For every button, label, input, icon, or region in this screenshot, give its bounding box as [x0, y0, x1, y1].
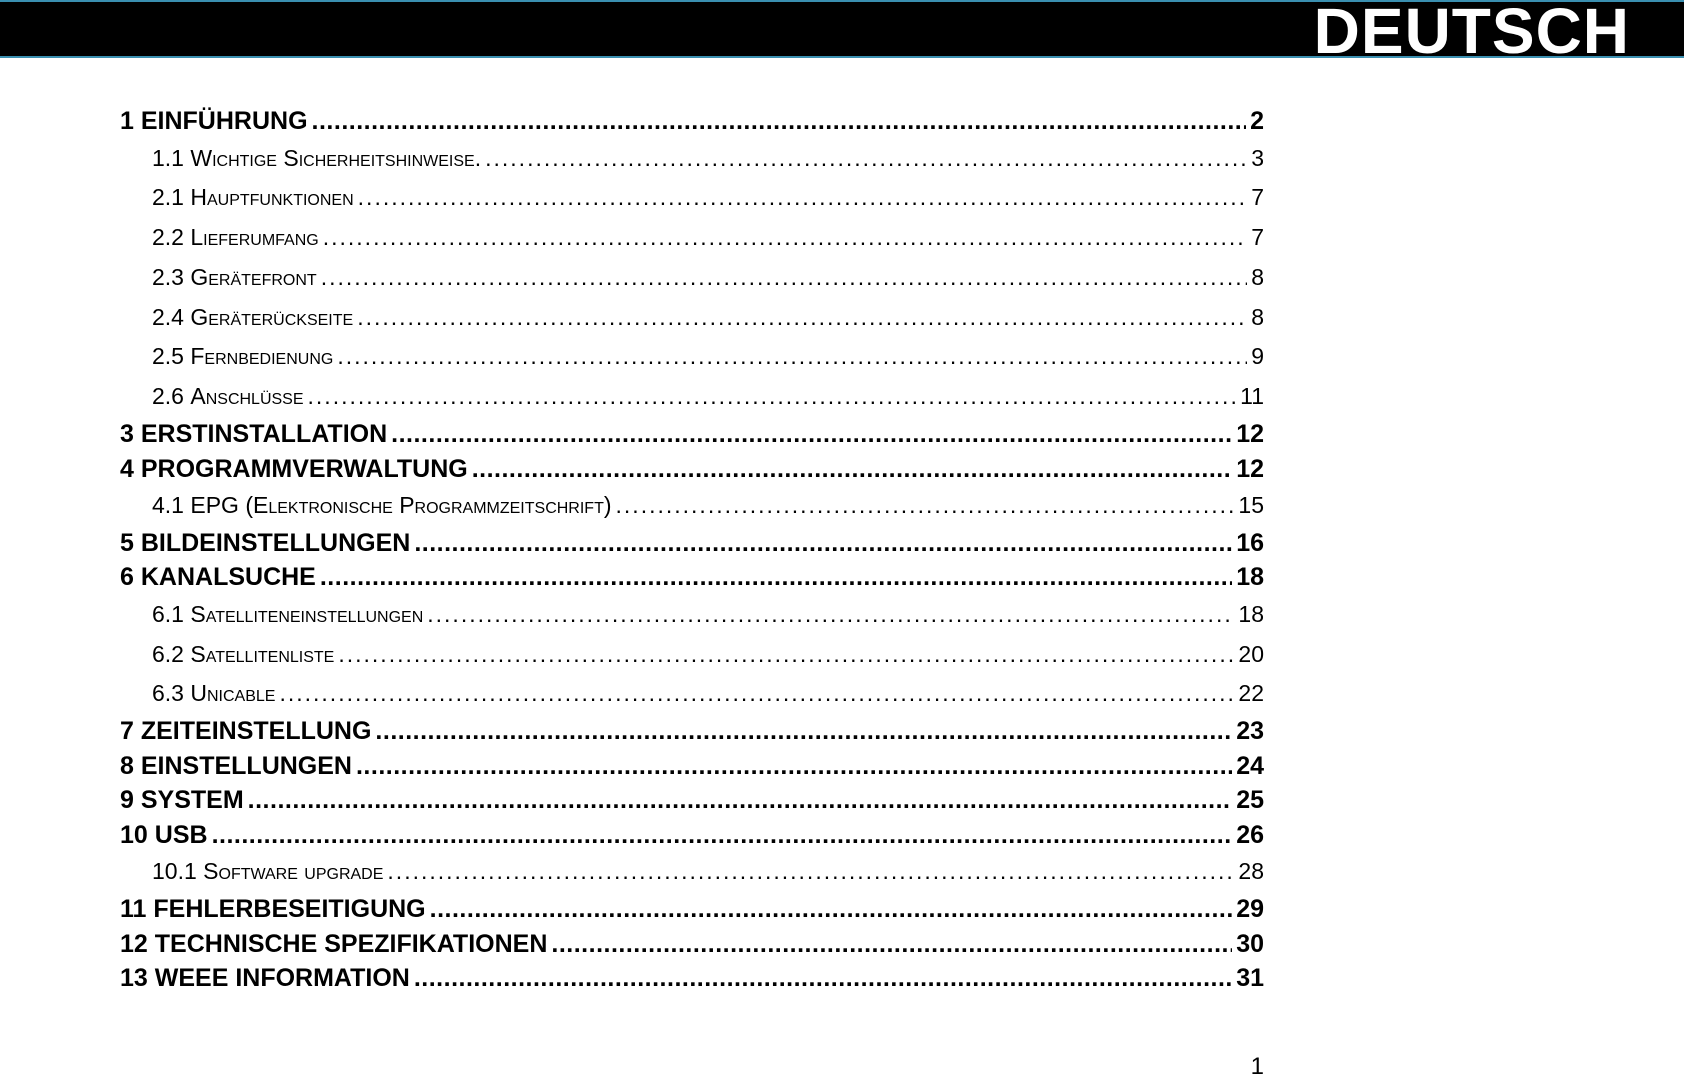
toc-entry[interactable] [120, 218, 1264, 258]
toc-entry-page: 29 [1236, 895, 1264, 924]
toc-entry-title: ERSTINSTALLATION [140, 420, 388, 449]
toc-entry[interactable] [120, 178, 1264, 218]
toc-entry-title: Lieferumfang [190, 224, 319, 251]
toc-entry-number: 4 [120, 454, 134, 483]
toc-entry-number: 7 [120, 717, 134, 746]
toc-entry-label [152, 337, 333, 377]
toc-dot-leader [427, 595, 1234, 635]
toc-entry[interactable] [120, 595, 1264, 635]
toc-entry-label [152, 298, 353, 338]
toc-entry-page: 18 [1236, 563, 1264, 592]
toc-entry-page: 12 [1236, 454, 1264, 483]
toc-entry-number: 6.2 [152, 640, 184, 667]
toc-entry-number: 13 [120, 964, 148, 993]
toc-entry-label [120, 961, 410, 996]
toc-entry-title: EPG (Elektronische Programmzeitschrift) [190, 492, 612, 519]
toc-dot-leader [414, 961, 1232, 996]
toc-entry[interactable] [120, 560, 1264, 595]
toc-entry-label [120, 417, 387, 452]
toc-dot-leader [375, 714, 1232, 749]
toc-entry-label [120, 892, 426, 927]
toc-entry-label [120, 526, 410, 561]
toc-dot-leader [320, 560, 1232, 595]
toc-entry-label [120, 927, 547, 962]
toc-dot-leader [356, 749, 1232, 784]
toc-entry-page: 18 [1238, 600, 1264, 627]
toc-entry-number: 6.1 [152, 600, 184, 627]
toc-entry[interactable] [120, 783, 1264, 818]
toc-dot-leader [338, 635, 1234, 675]
toc-entry-number: 2.3 [152, 263, 184, 290]
toc-entry[interactable] [120, 818, 1264, 853]
toc-entry-title: Software upgrade [203, 858, 384, 885]
toc-dot-leader [358, 178, 1248, 218]
toc-entry[interactable] [120, 104, 1264, 139]
toc-dot-leader [616, 486, 1235, 526]
toc-dot-leader [212, 818, 1233, 853]
toc-entry-page: 25 [1236, 786, 1264, 815]
toc-entry-label [120, 560, 316, 595]
toc-dot-leader [279, 674, 1234, 714]
toc-entry[interactable] [120, 714, 1264, 749]
toc-entry-page: 30 [1236, 929, 1264, 958]
toc-entry-title: KANALSUCHE [140, 563, 316, 592]
toc-entry-title: Hauptfunktionen [190, 184, 354, 211]
toc-entry[interactable] [120, 258, 1264, 298]
toc-entry-page: 8 [1251, 263, 1264, 290]
toc-entry-page: 12 [1236, 420, 1264, 449]
toc-entry-page: 11 [1240, 383, 1264, 410]
toc-entry-number: 6 [120, 563, 134, 592]
toc-entry[interactable] [120, 452, 1264, 487]
toc-entry-label [152, 139, 481, 179]
toc-entry-page: 7 [1251, 184, 1264, 211]
toc-entry-title: EINSTELLUNGEN [140, 751, 352, 780]
toc-entry[interactable] [120, 749, 1264, 784]
toc-entry-number: 2.1 [152, 184, 184, 211]
toc-entry-number: 10.1 [152, 858, 197, 885]
toc-entry-number: 4.1 [152, 492, 184, 519]
toc-entry-label [120, 818, 208, 853]
toc-entry-label [152, 595, 423, 635]
toc-dot-leader [414, 526, 1232, 561]
toc-entry-label [120, 783, 244, 818]
toc-entry[interactable] [120, 377, 1264, 417]
header-bar [0, 0, 1684, 67]
toc-entry-title: ZEITEINSTELLUNG [140, 717, 372, 746]
toc-entry-number: 2.5 [152, 343, 184, 370]
toc-dot-leader [248, 783, 1233, 818]
toc-dot-leader [485, 139, 1247, 179]
language-title: DEUTSCH [1313, 0, 1630, 67]
toc-entry-number: 5 [120, 528, 134, 557]
toc-entry[interactable] [120, 852, 1264, 892]
toc-entry-title: BILDEINSTELLUNGEN [140, 528, 411, 557]
toc-entry-page: 23 [1236, 717, 1264, 746]
toc-entry-page: 22 [1238, 680, 1264, 707]
toc-dot-leader [321, 258, 1247, 298]
toc-entry-title: Unicable [190, 680, 276, 707]
toc-dot-leader [387, 852, 1234, 892]
toc-entry-page: 9 [1251, 343, 1264, 370]
toc-entry-label [152, 486, 612, 526]
toc-dot-leader [430, 892, 1233, 927]
toc-entry-page: 3 [1251, 144, 1264, 171]
toc-entry-title: Gerätefront [190, 263, 317, 290]
toc-entry[interactable] [120, 927, 1264, 962]
toc-dot-leader [391, 417, 1232, 452]
toc-entry-number: 2.4 [152, 303, 184, 330]
toc-entry-label [152, 635, 334, 675]
toc-entry-number: 1 [120, 107, 134, 135]
toc-entry-number: 10 [120, 820, 148, 849]
toc-entry-label [152, 674, 275, 714]
toc-entry-title: Fernbedienung [190, 343, 334, 370]
toc-entry-page: 16 [1236, 528, 1264, 557]
toc-dot-leader [551, 927, 1232, 962]
toc-entry-number: 11 [120, 895, 147, 924]
toc-entry-label [120, 452, 468, 487]
toc-entry[interactable] [120, 674, 1264, 714]
toc-entry[interactable] [120, 337, 1264, 377]
toc-entry[interactable] [120, 298, 1264, 338]
toc-entry-title: Wichtige Sicherheitshinweise. [190, 144, 482, 171]
toc-entry[interactable] [120, 526, 1264, 561]
toc-entry-number: 2.2 [152, 224, 184, 251]
toc-entry-title: FEHLERBESEITIGUNG [153, 895, 426, 924]
toc-entry-title: Anschlüsse [190, 383, 304, 410]
toc-entry-page: 20 [1238, 640, 1264, 667]
toc-entry-label [120, 714, 371, 749]
toc-dot-leader [323, 218, 1247, 258]
toc-entry-title: PROGRAMMVERWALTUNG [140, 454, 468, 483]
toc-entry[interactable] [120, 486, 1264, 526]
toc-entry-title: WEEE INFORMATION [154, 964, 410, 993]
toc-entry-number: 1.1 [152, 144, 184, 171]
toc-entry-title: Geräterückseite [190, 303, 354, 330]
toc-entry-number: 12 [120, 929, 148, 958]
toc-entry-page: 8 [1251, 303, 1264, 330]
toc-entry-number: 8 [120, 751, 134, 780]
toc-entry-label [152, 852, 383, 892]
toc-entry-title: TECHNISCHE SPEZIFIKATIONEN [154, 929, 548, 958]
toc-entry[interactable] [120, 892, 1264, 927]
toc-entry-label [152, 377, 304, 417]
toc-dot-leader [337, 337, 1247, 377]
toc-dot-leader [312, 104, 1247, 139]
toc-entry-number: 3 [120, 420, 134, 449]
toc-entry-label [152, 218, 319, 258]
toc-entry-number: 6.3 [152, 680, 184, 707]
toc-entry-title: SYSTEM [140, 786, 244, 815]
toc-entry-page: 15 [1238, 492, 1264, 519]
toc-entry-page: 2 [1250, 107, 1264, 135]
toc-entry-page: 26 [1236, 820, 1264, 849]
toc-entry[interactable] [120, 139, 1264, 179]
toc-entry-label [152, 178, 354, 218]
toc-entry-page: 31 [1236, 964, 1264, 993]
table-of-contents [120, 104, 1264, 996]
toc-entry-number: 2.6 [152, 383, 184, 410]
toc-entry-title: Satelliteneinstellungen [190, 600, 424, 627]
toc-dot-leader [308, 377, 1237, 417]
toc-entry[interactable] [120, 961, 1264, 996]
toc-entry-title: Satellitenliste [190, 640, 335, 667]
toc-dot-leader [472, 452, 1232, 487]
toc-dot-leader [357, 298, 1247, 338]
toc-entry[interactable] [120, 635, 1264, 675]
toc-entry-label [120, 104, 308, 139]
toc-entry-page: 24 [1236, 751, 1264, 780]
toc-entry-title: USB [154, 820, 208, 849]
toc-entry-title: EINFÜHRUNG [140, 107, 308, 135]
toc-entry-page: 7 [1251, 224, 1264, 251]
toc-entry[interactable] [120, 417, 1264, 452]
toc-entry-page: 28 [1238, 858, 1264, 885]
toc-entry-number: 9 [120, 786, 134, 815]
toc-entry-label [152, 258, 317, 298]
page-number: 1 [1250, 1053, 1264, 1080]
toc-entry-label [120, 749, 352, 784]
